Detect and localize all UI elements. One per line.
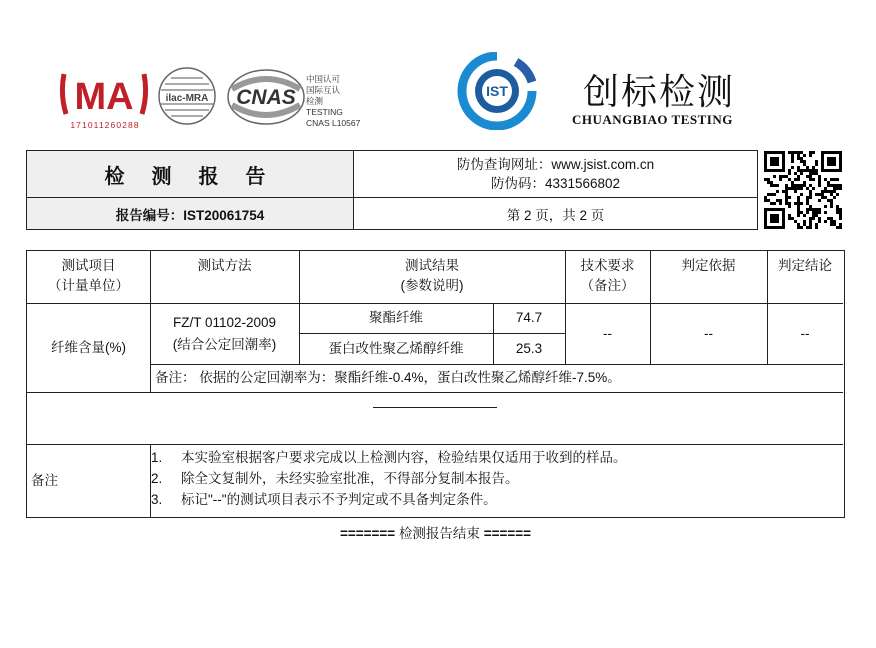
list-item: [151, 489, 841, 510]
col-header-requirement-line: 技术要求: [580, 258, 635, 273]
result-value: 74.7: [515, 310, 543, 325]
col-header-basis: 判定依据: [681, 258, 736, 273]
page-info: 第 2 页，共 2 页: [506, 207, 605, 223]
col-header-item-line: （计量单位）: [48, 278, 129, 293]
ist-logo-text: IST: [486, 83, 508, 99]
report-end-line: [26, 522, 845, 542]
cma-number: 171011260288: [70, 120, 140, 130]
anti-fake-code: 防伪码：4331566802: [490, 176, 621, 191]
brand-name-cn: 创标检测: [583, 72, 736, 113]
basis-value: --: [704, 325, 713, 341]
remark-number: 2.: [151, 471, 163, 486]
col-header-method: 测试方法: [197, 258, 252, 273]
remark-text: 本实验室根据客户要求完成以上检测内容，检验结果仅适用于收到的样品。: [181, 450, 627, 465]
list-item: [151, 447, 841, 468]
cnas-caption-line: CNAS L10567: [306, 118, 361, 128]
list-item: [151, 468, 841, 489]
query-site: 防伪查询网址：www.jsist.com.cn: [456, 157, 655, 172]
ilac-mra-logo: [157, 66, 217, 126]
remarks-list: [151, 447, 841, 510]
test-method-standard: FZ/T 01102-2009: [172, 314, 277, 330]
result-table: [26, 250, 845, 518]
ist-logo: [456, 52, 538, 130]
row-note: 备注： 依据的公定回潮率为：聚酯纤维-0.4%，蛋白改性聚乙烯醇纤维-7.5%。: [155, 370, 621, 385]
col-header-result-line: (参数说明): [400, 278, 464, 293]
col-header-result-line: 测试结果: [405, 258, 459, 273]
cnas-caption: [306, 74, 360, 129]
cma-logo-text: MA: [74, 76, 134, 118]
requirement-value: --: [603, 325, 612, 341]
remark-number: 1.: [151, 450, 163, 465]
qr-code: [764, 151, 842, 229]
col-header-item: [27, 251, 150, 303]
end-line-left: =======: [339, 526, 396, 541]
cnas-caption-line: 国际互认: [306, 85, 341, 95]
cma-logo: [58, 68, 150, 128]
ilac-mra-text: ilac-MRA: [165, 93, 209, 104]
remark-text: 除全文复制外，未经实验室批准，不得部分复制本报告。: [181, 471, 519, 486]
result-param: 蛋白改性聚乙烯醇纤维: [328, 340, 464, 356]
col-header-requirement: [565, 251, 650, 303]
conclusion-value: --: [800, 325, 810, 341]
result-value: 25.3: [515, 340, 543, 356]
anti-fake-query: [354, 151, 757, 198]
report-header: [26, 150, 758, 230]
col-header-item-line: 测试项目: [61, 258, 116, 273]
col-header-conclusion: 判定结论: [778, 258, 832, 273]
remark-text: 标记"--"的测试项目表示不予判定或不具备判定条件。: [181, 492, 497, 507]
test-method-note: (结合公定回潮率): [172, 336, 277, 352]
test-item: 纤维含量(%): [51, 339, 126, 355]
report-number: 报告编号：IST20061754: [27, 198, 354, 229]
cnas-logo: [226, 67, 306, 127]
col-header-result: [299, 251, 565, 303]
remark-number: 3.: [151, 492, 163, 507]
cnas-caption-line: 检测: [306, 96, 324, 106]
result-param: 聚酯纤维: [369, 310, 423, 325]
blank-rule: [373, 407, 497, 408]
report-title: 检 测 报 告: [27, 151, 354, 198]
end-line-text: 检测报告结束: [398, 526, 480, 541]
end-line-right: ======: [483, 526, 532, 541]
test-method: [150, 303, 299, 364]
cnas-text: CNAS: [236, 86, 296, 109]
brand-name-en: CHUANGBIAO TESTING: [572, 112, 733, 127]
col-header-requirement-line: （备注）: [580, 278, 635, 293]
cnas-caption-line: TESTING: [306, 107, 343, 117]
cnas-caption-line: 中国认可: [306, 74, 341, 84]
remarks-label: 备注: [31, 472, 58, 488]
